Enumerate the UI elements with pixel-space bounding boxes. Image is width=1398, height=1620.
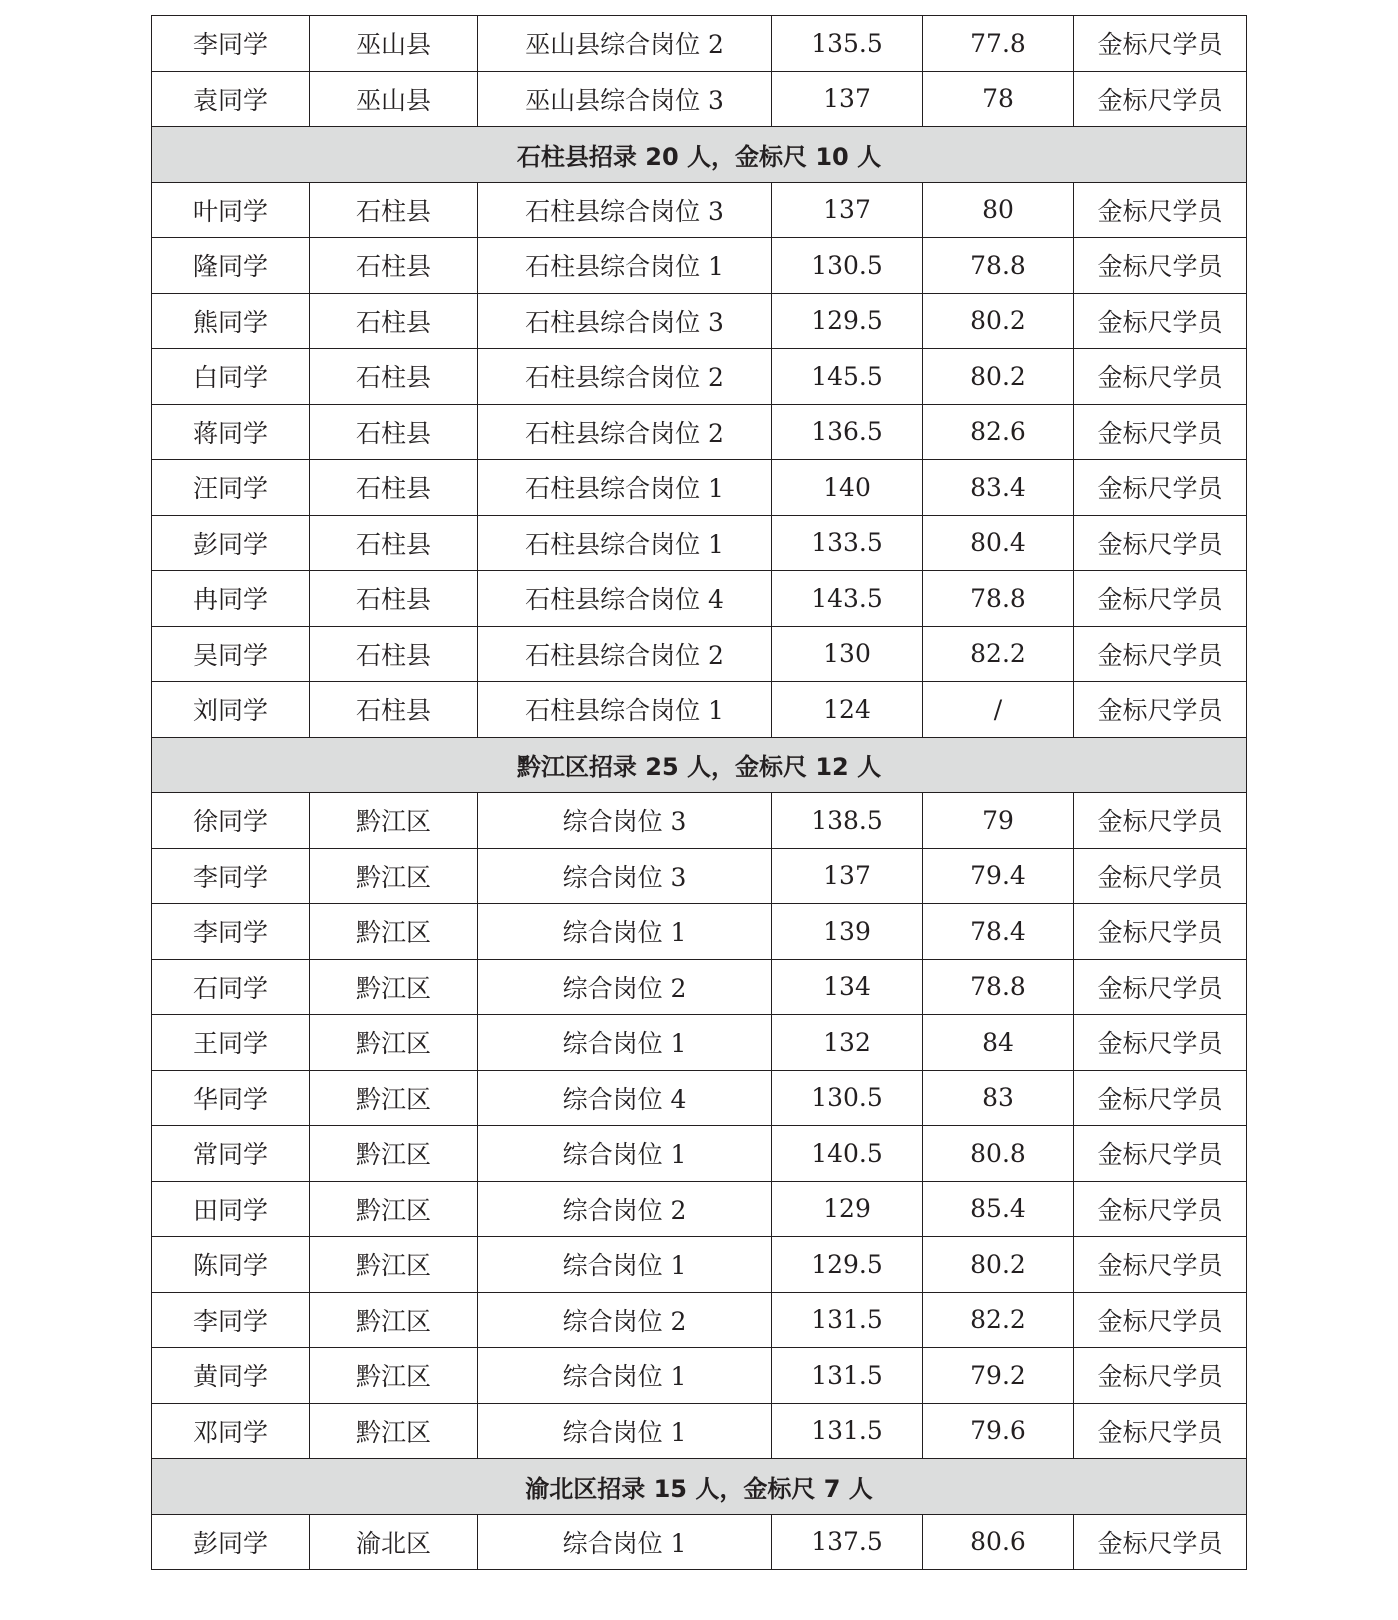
interview-score-cell: 77.8 bbox=[923, 16, 1074, 72]
position-cell: 综合岗位 1 bbox=[478, 1514, 772, 1570]
student-name-cell: 华同学 bbox=[152, 1070, 310, 1126]
written-score-cell: 140 bbox=[772, 460, 923, 516]
tag-cell: 金标尺学员 bbox=[1074, 1181, 1247, 1237]
tag-cell: 金标尺学员 bbox=[1074, 959, 1247, 1015]
interview-score-cell: 80.6 bbox=[923, 1514, 1074, 1570]
table-row bbox=[152, 1126, 1247, 1182]
interview-score-cell: 79.6 bbox=[923, 1403, 1074, 1459]
table-row bbox=[152, 182, 1247, 238]
position-cell: 综合岗位 1 bbox=[478, 904, 772, 960]
tag-cell: 金标尺学员 bbox=[1074, 16, 1247, 72]
student-name-cell: 李同学 bbox=[152, 848, 310, 904]
written-score-cell: 137 bbox=[772, 71, 923, 127]
region-cell: 黔江区 bbox=[310, 1126, 478, 1182]
position-cell: 石柱县综合岗位 1 bbox=[478, 682, 772, 738]
position-cell: 综合岗位 2 bbox=[478, 1292, 772, 1348]
region-cell: 黔江区 bbox=[310, 1181, 478, 1237]
position-cell: 石柱县综合岗位 1 bbox=[478, 460, 772, 516]
student-name-cell: 汪同学 bbox=[152, 460, 310, 516]
position-cell: 综合岗位 1 bbox=[478, 1348, 772, 1404]
position-cell: 石柱县综合岗位 2 bbox=[478, 349, 772, 405]
interview-score-cell: 78.8 bbox=[923, 959, 1074, 1015]
position-cell: 综合岗位 4 bbox=[478, 1070, 772, 1126]
table-row bbox=[152, 515, 1247, 571]
table-row bbox=[152, 1237, 1247, 1293]
tag-cell: 金标尺学员 bbox=[1074, 1292, 1247, 1348]
position-cell: 石柱县综合岗位 3 bbox=[478, 293, 772, 349]
table-row bbox=[152, 1181, 1247, 1237]
table-row bbox=[152, 682, 1247, 738]
written-score-cell: 137 bbox=[772, 848, 923, 904]
student-name-cell: 蒋同学 bbox=[152, 404, 310, 460]
table-row bbox=[152, 1403, 1247, 1459]
student-name-cell: 王同学 bbox=[152, 1015, 310, 1071]
student-name-cell: 刘同学 bbox=[152, 682, 310, 738]
student-name-cell: 隆同学 bbox=[152, 238, 310, 294]
written-score-cell: 137.5 bbox=[772, 1514, 923, 1570]
tag-cell: 金标尺学员 bbox=[1074, 515, 1247, 571]
interview-score-cell: 80.4 bbox=[923, 515, 1074, 571]
region-cell: 黔江区 bbox=[310, 1237, 478, 1293]
results-table-body bbox=[152, 16, 1247, 1570]
tag-cell: 金标尺学员 bbox=[1074, 1348, 1247, 1404]
table-row bbox=[152, 571, 1247, 627]
tag-cell: 金标尺学员 bbox=[1074, 1514, 1247, 1570]
region-cell: 黔江区 bbox=[310, 1403, 478, 1459]
tag-cell: 金标尺学员 bbox=[1074, 71, 1247, 127]
tag-cell: 金标尺学员 bbox=[1074, 1126, 1247, 1182]
tag-cell: 金标尺学员 bbox=[1074, 848, 1247, 904]
student-name-cell: 彭同学 bbox=[152, 515, 310, 571]
student-name-cell: 常同学 bbox=[152, 1126, 310, 1182]
written-score-cell: 131.5 bbox=[772, 1348, 923, 1404]
written-score-cell: 136.5 bbox=[772, 404, 923, 460]
region-cell: 石柱县 bbox=[310, 182, 478, 238]
region-cell: 巫山县 bbox=[310, 71, 478, 127]
region-cell: 黔江区 bbox=[310, 1015, 478, 1071]
group-header-row bbox=[152, 127, 1247, 183]
region-cell: 石柱县 bbox=[310, 349, 478, 405]
tag-cell: 金标尺学员 bbox=[1074, 904, 1247, 960]
region-cell: 石柱县 bbox=[310, 515, 478, 571]
position-cell: 综合岗位 1 bbox=[478, 1126, 772, 1182]
interview-score-cell: 82.6 bbox=[923, 404, 1074, 460]
table-row bbox=[152, 460, 1247, 516]
region-cell: 黔江区 bbox=[310, 959, 478, 1015]
student-name-cell: 黄同学 bbox=[152, 1348, 310, 1404]
written-score-cell: 130.5 bbox=[772, 1070, 923, 1126]
table-row bbox=[152, 793, 1247, 849]
region-cell: 黔江区 bbox=[310, 1070, 478, 1126]
interview-score-cell: 85.4 bbox=[923, 1181, 1074, 1237]
position-cell: 综合岗位 3 bbox=[478, 793, 772, 849]
table-row bbox=[152, 848, 1247, 904]
written-score-cell: 131.5 bbox=[772, 1292, 923, 1348]
student-name-cell: 熊同学 bbox=[152, 293, 310, 349]
student-name-cell: 彭同学 bbox=[152, 1514, 310, 1570]
position-cell: 石柱县综合岗位 1 bbox=[478, 515, 772, 571]
position-cell: 综合岗位 2 bbox=[478, 1181, 772, 1237]
written-score-cell: 139 bbox=[772, 904, 923, 960]
student-name-cell: 叶同学 bbox=[152, 182, 310, 238]
student-name-cell: 吴同学 bbox=[152, 626, 310, 682]
position-cell: 石柱县综合岗位 2 bbox=[478, 404, 772, 460]
written-score-cell: 135.5 bbox=[772, 16, 923, 72]
region-cell: 黔江区 bbox=[310, 904, 478, 960]
written-score-cell: 132 bbox=[772, 1015, 923, 1071]
position-cell: 综合岗位 1 bbox=[478, 1403, 772, 1459]
position-cell: 石柱县综合岗位 2 bbox=[478, 626, 772, 682]
position-cell: 综合岗位 3 bbox=[478, 848, 772, 904]
tag-cell: 金标尺学员 bbox=[1074, 349, 1247, 405]
region-cell: 渝北区 bbox=[310, 1514, 478, 1570]
interview-score-cell: 80.2 bbox=[923, 349, 1074, 405]
position-cell: 综合岗位 1 bbox=[478, 1237, 772, 1293]
group-header-row bbox=[152, 1459, 1247, 1515]
written-score-cell: 129.5 bbox=[772, 1237, 923, 1293]
student-name-cell: 冉同学 bbox=[152, 571, 310, 627]
table-row bbox=[152, 1292, 1247, 1348]
student-name-cell: 李同学 bbox=[152, 904, 310, 960]
student-name-cell: 袁同学 bbox=[152, 71, 310, 127]
tag-cell: 金标尺学员 bbox=[1074, 1237, 1247, 1293]
student-name-cell: 陈同学 bbox=[152, 1237, 310, 1293]
written-score-cell: 137 bbox=[772, 182, 923, 238]
results-table bbox=[151, 15, 1247, 1570]
position-cell: 石柱县综合岗位 4 bbox=[478, 571, 772, 627]
tag-cell: 金标尺学员 bbox=[1074, 293, 1247, 349]
tag-cell: 金标尺学员 bbox=[1074, 571, 1247, 627]
region-cell: 巫山县 bbox=[310, 16, 478, 72]
table-row bbox=[152, 71, 1247, 127]
position-cell: 综合岗位 1 bbox=[478, 1015, 772, 1071]
region-cell: 石柱县 bbox=[310, 571, 478, 627]
student-name-cell: 李同学 bbox=[152, 16, 310, 72]
table-row bbox=[152, 293, 1247, 349]
written-score-cell: 129 bbox=[772, 1181, 923, 1237]
written-score-cell: 130 bbox=[772, 626, 923, 682]
position-cell: 石柱县综合岗位 1 bbox=[478, 238, 772, 294]
interview-score-cell: 83 bbox=[923, 1070, 1074, 1126]
region-cell: 黔江区 bbox=[310, 1292, 478, 1348]
interview-score-cell: 80.2 bbox=[923, 1237, 1074, 1293]
group-header-cell: 石柱县招录 20 人，金标尺 10 人 bbox=[152, 127, 1247, 183]
written-score-cell: 129.5 bbox=[772, 293, 923, 349]
region-cell: 石柱县 bbox=[310, 293, 478, 349]
student-name-cell: 田同学 bbox=[152, 1181, 310, 1237]
region-cell: 石柱县 bbox=[310, 460, 478, 516]
interview-score-cell: 80.8 bbox=[923, 1126, 1074, 1182]
written-score-cell: 134 bbox=[772, 959, 923, 1015]
tag-cell: 金标尺学员 bbox=[1074, 182, 1247, 238]
table-row bbox=[152, 1070, 1247, 1126]
student-name-cell: 白同学 bbox=[152, 349, 310, 405]
written-score-cell: 124 bbox=[772, 682, 923, 738]
tag-cell: 金标尺学员 bbox=[1074, 793, 1247, 849]
interview-score-cell: 83.4 bbox=[923, 460, 1074, 516]
tag-cell: 金标尺学员 bbox=[1074, 460, 1247, 516]
interview-score-cell: 78.4 bbox=[923, 904, 1074, 960]
interview-score-cell: 78.8 bbox=[923, 571, 1074, 627]
tag-cell: 金标尺学员 bbox=[1074, 404, 1247, 460]
table-row bbox=[152, 626, 1247, 682]
tag-cell: 金标尺学员 bbox=[1074, 1070, 1247, 1126]
interview-score-cell: / bbox=[923, 682, 1074, 738]
group-header-cell: 渝北区招录 15 人，金标尺 7 人 bbox=[152, 1459, 1247, 1515]
interview-score-cell: 79 bbox=[923, 793, 1074, 849]
group-header-cell: 黔江区招录 25 人，金标尺 12 人 bbox=[152, 737, 1247, 793]
table-row bbox=[152, 904, 1247, 960]
tag-cell: 金标尺学员 bbox=[1074, 238, 1247, 294]
table-row bbox=[152, 349, 1247, 405]
table-row bbox=[152, 16, 1247, 72]
interview-score-cell: 78.8 bbox=[923, 238, 1074, 294]
interview-score-cell: 82.2 bbox=[923, 1292, 1074, 1348]
written-score-cell: 130.5 bbox=[772, 238, 923, 294]
written-score-cell: 143.5 bbox=[772, 571, 923, 627]
table-row bbox=[152, 1015, 1247, 1071]
interview-score-cell: 80 bbox=[923, 182, 1074, 238]
written-score-cell: 145.5 bbox=[772, 349, 923, 405]
group-header-row bbox=[152, 737, 1247, 793]
interview-score-cell: 80.2 bbox=[923, 293, 1074, 349]
interview-score-cell: 79.2 bbox=[923, 1348, 1074, 1404]
position-cell: 巫山县综合岗位 3 bbox=[478, 71, 772, 127]
table-row bbox=[152, 404, 1247, 460]
interview-score-cell: 82.2 bbox=[923, 626, 1074, 682]
interview-score-cell: 78 bbox=[923, 71, 1074, 127]
table-row bbox=[152, 1348, 1247, 1404]
tag-cell: 金标尺学员 bbox=[1074, 682, 1247, 738]
table-row bbox=[152, 238, 1247, 294]
region-cell: 石柱县 bbox=[310, 626, 478, 682]
student-name-cell: 邓同学 bbox=[152, 1403, 310, 1459]
interview-score-cell: 84 bbox=[923, 1015, 1074, 1071]
region-cell: 黔江区 bbox=[310, 848, 478, 904]
written-score-cell: 140.5 bbox=[772, 1126, 923, 1182]
region-cell: 黔江区 bbox=[310, 793, 478, 849]
written-score-cell: 138.5 bbox=[772, 793, 923, 849]
position-cell: 巫山县综合岗位 2 bbox=[478, 16, 772, 72]
table-row bbox=[152, 959, 1247, 1015]
student-name-cell: 徐同学 bbox=[152, 793, 310, 849]
region-cell: 石柱县 bbox=[310, 404, 478, 460]
interview-score-cell: 79.4 bbox=[923, 848, 1074, 904]
written-score-cell: 133.5 bbox=[772, 515, 923, 571]
region-cell: 黔江区 bbox=[310, 1348, 478, 1404]
written-score-cell: 131.5 bbox=[772, 1403, 923, 1459]
table-row bbox=[152, 1514, 1247, 1570]
tag-cell: 金标尺学员 bbox=[1074, 1403, 1247, 1459]
student-name-cell: 石同学 bbox=[152, 959, 310, 1015]
region-cell: 石柱县 bbox=[310, 682, 478, 738]
position-cell: 综合岗位 2 bbox=[478, 959, 772, 1015]
tag-cell: 金标尺学员 bbox=[1074, 1015, 1247, 1071]
tag-cell: 金标尺学员 bbox=[1074, 626, 1247, 682]
student-name-cell: 李同学 bbox=[152, 1292, 310, 1348]
region-cell: 石柱县 bbox=[310, 238, 478, 294]
position-cell: 石柱县综合岗位 3 bbox=[478, 182, 772, 238]
